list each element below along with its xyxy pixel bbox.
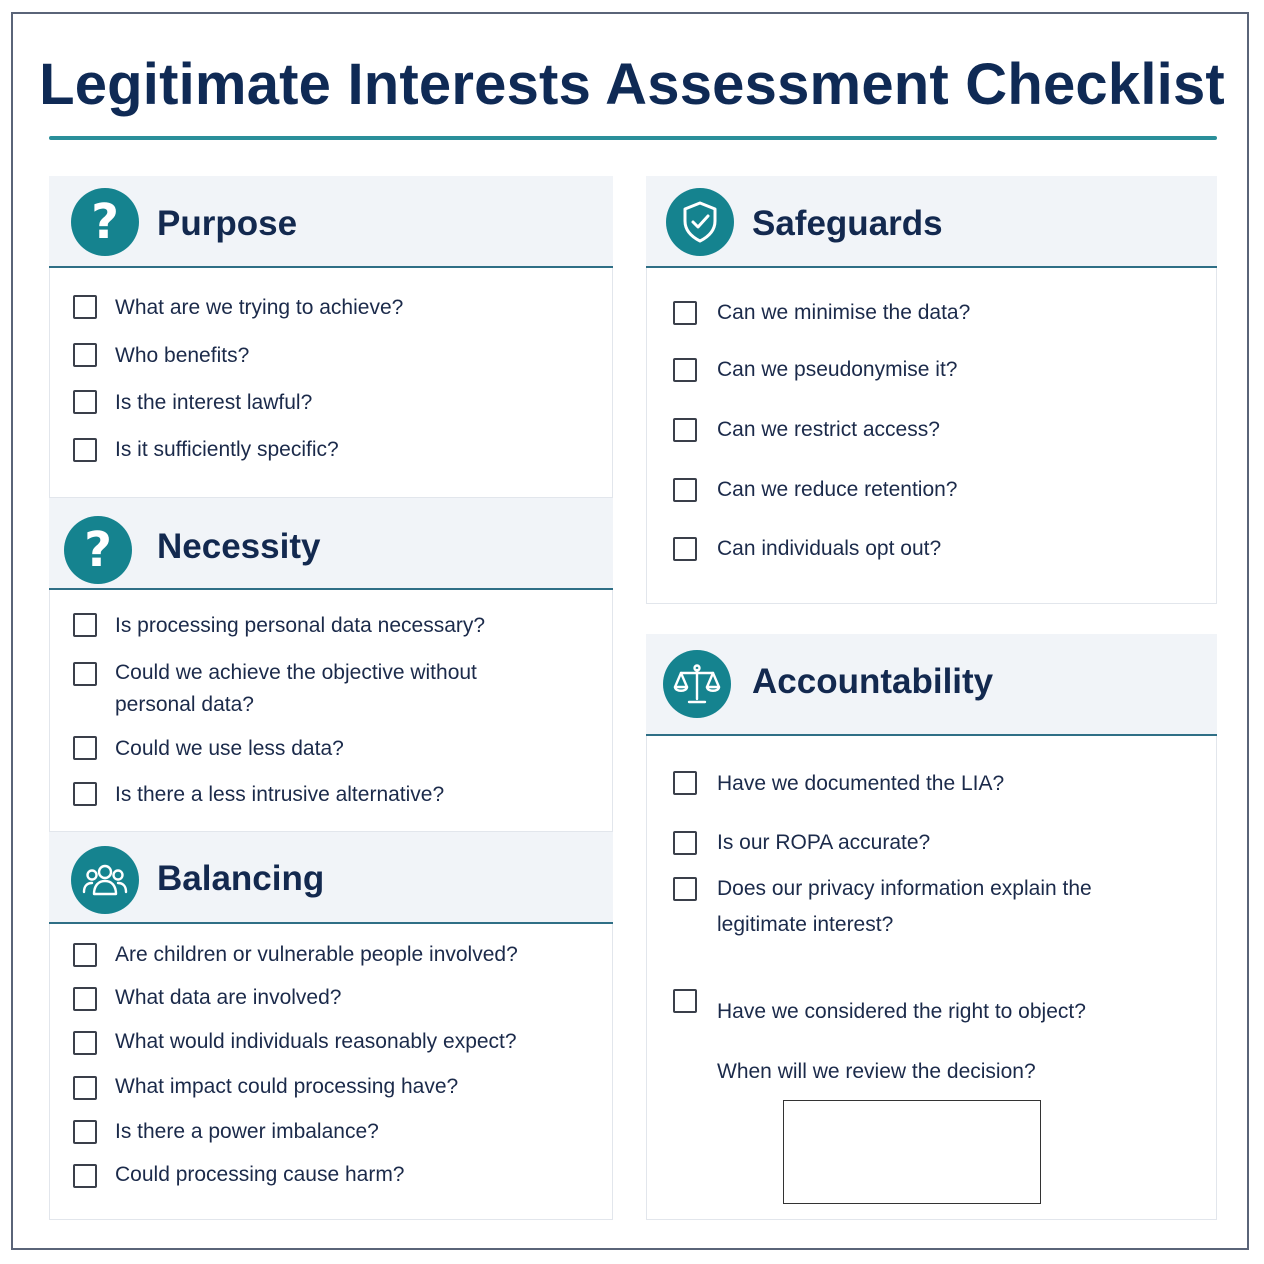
necessity-header [49, 498, 613, 590]
accountability-item-1: Have we documented the LIA? [717, 772, 1005, 795]
necessity-item-1: Is processing personal data necessary? [115, 614, 486, 637]
accountability-checkbox-4[interactable] [673, 989, 697, 1013]
balancing-checkbox-5[interactable] [73, 1120, 97, 1144]
safeguards-checkbox-4[interactable] [673, 478, 697, 502]
balancing-checkbox-4[interactable] [73, 1076, 97, 1100]
accountability-heading: Accountability [752, 662, 994, 701]
purpose-heading: Purpose [157, 204, 298, 243]
accountability-item-4: Have we considered the right to object? [717, 1000, 1086, 1023]
balancing-header [49, 832, 613, 924]
necessity-item-2: Could we achieve the objective without [115, 661, 477, 684]
balancing-checkbox-1[interactable] [73, 943, 97, 967]
necessity-item-2-continued: personal data? [115, 693, 254, 716]
necessity-checkbox-1[interactable] [73, 613, 97, 637]
necessity-checkbox-3[interactable] [73, 736, 97, 760]
review-date-field[interactable] [783, 1100, 1041, 1204]
purpose-item-4: Is it sufficiently specific? [115, 438, 339, 461]
review-prompt: When will we review the decision? [717, 1060, 1036, 1083]
balancing-checkbox-2[interactable] [73, 987, 97, 1011]
balancing-item-6: Could processing cause harm? [115, 1163, 405, 1186]
balancing-item-3: What would individuals reasonably expect? [115, 1030, 517, 1053]
balancing-heading: Balancing [157, 859, 325, 898]
people-icon [71, 846, 139, 914]
accountability-item-3-continued: legitimate interest? [717, 913, 894, 936]
balancing-checkbox-6[interactable] [73, 1164, 97, 1188]
safeguards-item-2: Can we pseudonymise it? [717, 358, 958, 381]
balancing-item-4: What impact could processing have? [115, 1075, 459, 1098]
accountability-checkbox-1[interactable] [673, 771, 697, 795]
safeguards-checkbox-1[interactable] [673, 301, 697, 325]
balancing-checkbox-3[interactable] [73, 1031, 97, 1055]
necessity-heading: Necessity [157, 527, 321, 566]
scales-icon [663, 650, 731, 718]
balancing-item-2: What data are involved? [115, 986, 342, 1009]
purpose-item-1: What are we trying to achieve? [115, 296, 404, 319]
safeguards-item-5: Can individuals opt out? [717, 537, 942, 560]
safeguards-header [646, 176, 1217, 268]
purpose-checkbox-2[interactable] [73, 343, 97, 367]
accountability-header [646, 634, 1217, 736]
necessity-checkbox-4[interactable] [73, 782, 97, 806]
safeguards-checkbox-2[interactable] [673, 358, 697, 382]
safeguards-item-4: Can we reduce retention? [717, 478, 958, 501]
purpose-header [49, 176, 613, 268]
safeguards-checkbox-5[interactable] [673, 537, 697, 561]
safeguards-checkbox-3[interactable] [673, 418, 697, 442]
purpose-checkbox-1[interactable] [73, 295, 97, 319]
necessity-item-3: Could we use less data? [115, 737, 344, 760]
accountability-item-2: Is our ROPA accurate? [717, 831, 931, 854]
shield-check-icon [666, 188, 734, 256]
safeguards-item-3: Can we restrict access? [717, 418, 940, 441]
purpose-checkbox-3[interactable] [73, 390, 97, 414]
safeguards-item-1: Can we minimise the data? [717, 301, 971, 324]
safeguards-heading: Safeguards [752, 204, 943, 243]
page-title: Legitimate Interests Assessment Checklist [39, 52, 1225, 117]
question-icon: ? [71, 188, 139, 256]
necessity-checkbox-2[interactable] [73, 662, 97, 686]
necessity-item-4: Is there a less intrusive alternative? [115, 783, 445, 806]
accountability-item-3: Does our privacy information explain the [717, 877, 1092, 900]
purpose-item-3: Is the interest lawful? [115, 391, 313, 414]
accountability-checkbox-3[interactable] [673, 877, 697, 901]
question-icon: ? [64, 516, 132, 584]
purpose-checkbox-4[interactable] [73, 438, 97, 462]
balancing-item-1: Are children or vulnerable people involved? [115, 943, 518, 966]
accountability-checkbox-2[interactable] [673, 831, 697, 855]
purpose-item-2: Who benefits? [115, 344, 250, 367]
title-divider [49, 136, 1217, 140]
balancing-item-5: Is there a power imbalance? [115, 1120, 379, 1143]
